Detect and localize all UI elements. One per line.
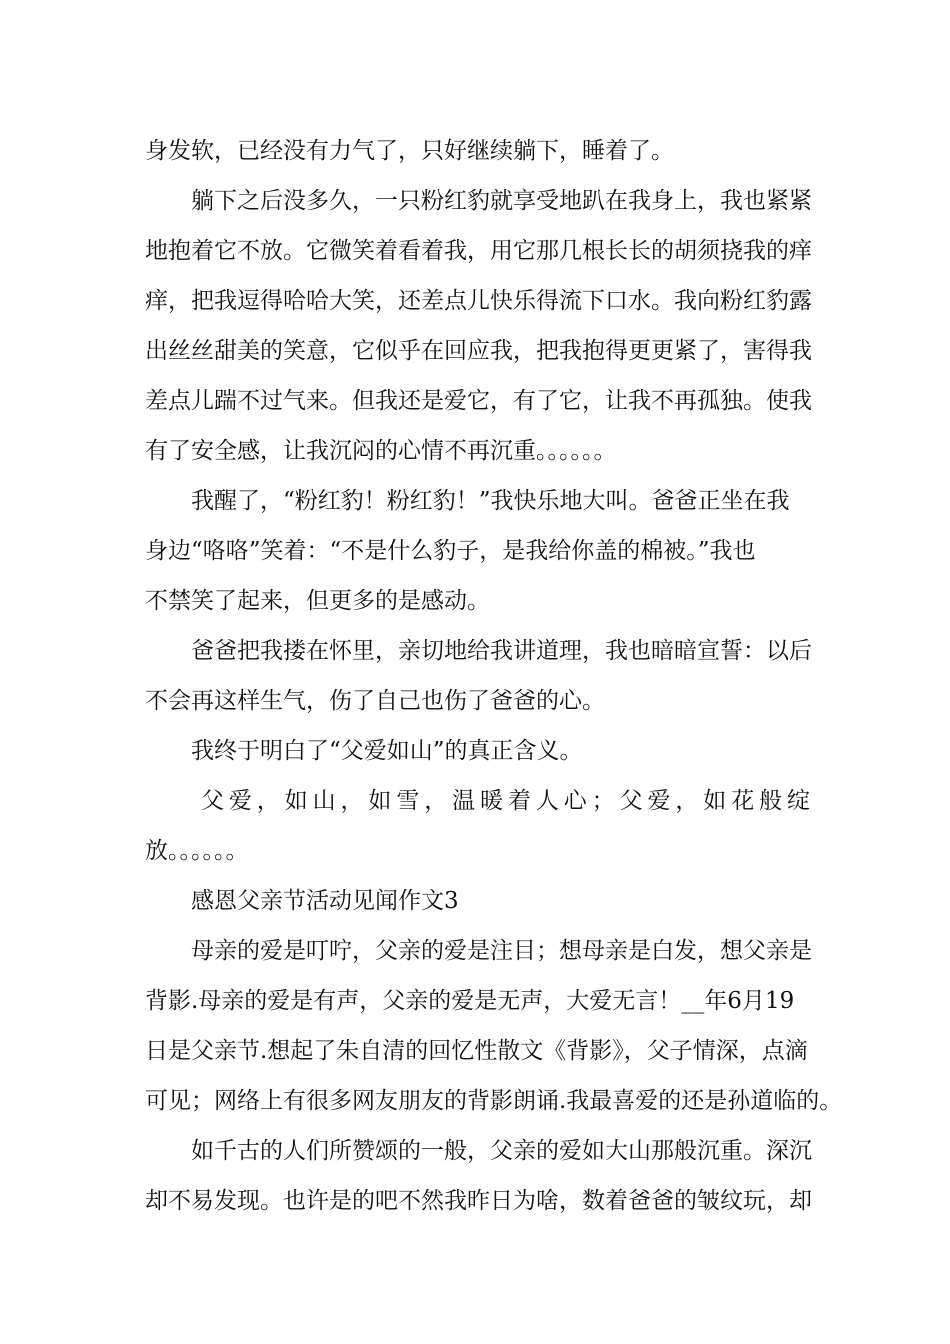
- text-line: 背影.母亲的爱是有声，父亲的爱是无声，大爱无言！__年6月19: [145, 988, 795, 1014]
- text-line: 差点儿踹不过气来。但我还是爱它，有了它，让我不再孤独。使我: [145, 388, 812, 414]
- text-line: 我终于明白了“父爱如山”的真正含义。: [191, 738, 583, 764]
- text-line: 痒，把我逗得哈哈大笑，还差点儿快乐得流下口水。我向粉红豹露: [145, 288, 812, 314]
- text-line: 身边“咯咯”笑着：“不是什么豹子，是我给你盖的棉被。”我也: [145, 538, 756, 564]
- text-line: 却不易发现。也许是的吧不然我昨日为啥，数着爸爸的皱纹玩，却: [145, 1188, 812, 1214]
- text-line: 我醒了，“粉红豹！粉红豹！”我快乐地大叫。爸爸正坐在我: [191, 488, 790, 514]
- text-line: 有了安全感，让我沉闷的心情不再沉重。。。。。。: [145, 438, 617, 464]
- text-line: 放。。。。。。: [145, 838, 249, 864]
- text-line: 不禁笑了起来，但更多的是感动。: [145, 588, 490, 614]
- text-line: 可见；网络上有很多网友朋友的背影朗诵.我最喜爱的还是孙道临的。: [145, 1088, 843, 1114]
- text-line: 母亲的爱是叮咛，父亲的爱是注目；想母亲是白发，想父亲是: [191, 938, 812, 964]
- text-line: 躺下之后没多久，一只粉红豹就享受地趴在我身上，我也紧紧: [191, 188, 812, 214]
- text-line: 出丝丝甜美的笑意，它似乎在回应我，把我抱得更更紧了，害得我: [145, 338, 812, 364]
- text-line: 不会再这样生气，伤了自己也伤了爸爸的心。: [145, 688, 605, 714]
- text-line: 爸爸把我搂在怀里，亲切地给我讲道理，我也暗暗宣誓：以后: [191, 638, 812, 664]
- text-line: 地抱着它不放。它微笑着看着我，用它那几根长长的胡须挠我的痒: [145, 238, 812, 264]
- document-body: [145, 126, 843, 1226]
- text-line: 父爱，如山，如雪，温暖着人心；父爱，如花般绽: [201, 788, 810, 814]
- text-line: 如千古的人们所赞颂的一般，父亲的爱如大山那般沉重。深沉: [191, 1138, 812, 1164]
- section-heading: 感恩父亲节活动见闻作文3: [191, 888, 459, 914]
- text-line: 身发软，已经没有力气了，只好继续躺下，睡着了。: [145, 138, 674, 164]
- text-line: 日是父亲节.想起了朱自清的回忆性散文《背影》，父子情深，点滴: [145, 1038, 808, 1064]
